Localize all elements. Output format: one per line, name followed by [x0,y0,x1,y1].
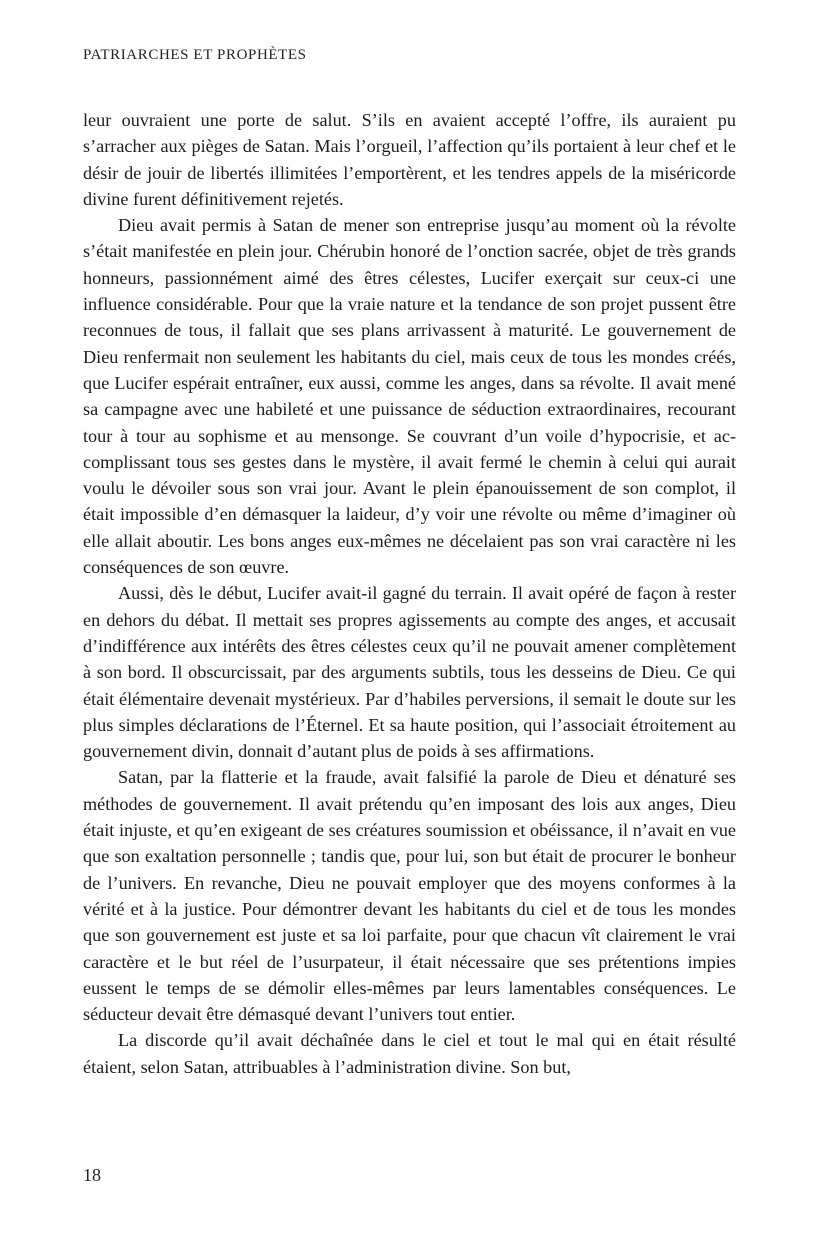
paragraph: leur ouvraient une porte de salut. S’ils en avaient accepté l’offre, ils auraient pu s’arracher aux pièges de Satan. Mais l’orgueil, l’affection qu’ils portaient à leur chef et le désir de jouir de libertés illimitées l’emportèrent, et les tendres appels de la miséricorde divine furent définitivement rejetés. [83,110,736,209]
body-text [83,107,736,1080]
paragraph: Satan, par la flatterie et la fraude, avait falsifié la parole de Dieu et dénaturé ses méthodes de gouvernement. Il avait prétendu qu’en imposant des lois aux anges, Dieu était injuste, et qu’en exigeant de ses créatures soumission et obéissance, il n’avait en vue que son exaltation personnelle ; tandis que, pour lui, son but était de procurer le bonheur de l’univers. En revanche, Dieu ne pouvait employer que des moyens conformes à la vérité et à la justice. Pour démontrer devant les habitants du ciel et de tous les mondes que son gouvernement est juste et sa loi parfaite, pour que chacun vît clairement le vrai caractère et le but réel de l’usurpateur, il était nécessaire que ses prétentions impies eussent le temps de se démolir elles-mêmes par leurs lamentables conséquences. Le séducteur devait être démasqué devant l’univers tout entier. [83,767,736,1025]
page-number: 18 [83,1165,101,1185]
paragraph: La discorde qu’il avait déchaînée dans le ciel et tout le mal qui en était résulté étaient, selon Satan, attribuables à l’administration divine. Son but, [83,1030,736,1077]
paragraph: Aussi, dès le début, Lucifer avait-il gagné du terrain. Il avait opéré de façon à rester en dehors du débat. Il mettait ses propres agissements au compte des anges, et accusait d’indifférence aux intérêts des êtres célestes ceux qu’il ne pouvait amener complètement à son bord. Il obscurcissait, par des arguments subtils, tous les desseins de Dieu. Ce qui était élémentaire devenait mystérieux. Par d’habiles perversions, il semait le doute sur les plus simples déclarations de l’Éternel. Et sa haute position, qui l’associait étroitement au gouvernement divin, donnait d’autant plus de poids à ses affirmations. [83,583,736,762]
running-head: PATRIARCHES ET PROPHÈTES [83,47,307,63]
paragraph: Dieu avait permis à Satan de mener son entreprise jusqu’au moment où la révolte s’était manifestée en plein jour. Chérubin honoré de l’onction sacrée, objet de très grands honneurs, passionnément aimé des êtres célestes, Lucifer exerçait sur ceux-ci une influence considérable. Pour que la vraie nature et la tendance de son projet pussent être reconnues de tous, il fallait que ses plans arrivassent à maturité. Le gouvernement de Dieu renfermait non seulement les habitants du ciel, mais ceux de tous les mondes créés, que Lucifer espérait entraîner, eux aussi, comme les anges, dans sa révolte. Il avait mené sa campagne avec une habileté et une puissance de séduction extraordinaires, recourant tour à tour au sophisme et au mensonge. Se couvrant d’un voile d’hypocrisie, et accomplissant tous ses gestes dans le mystère, il avait fermé le chemin à celui qui aurait voulu le dévoiler sous son vrai jour. Avant le plein épanouissement de son complot, il était impossible d’en démasquer la laideur, d’y voir une révolte ou même d’imaginer où elle allait aboutir. Les bons anges eux-mêmes ne décelaient pas son vrai caractère ni les conséquences de son œuvre. [83,215,736,578]
